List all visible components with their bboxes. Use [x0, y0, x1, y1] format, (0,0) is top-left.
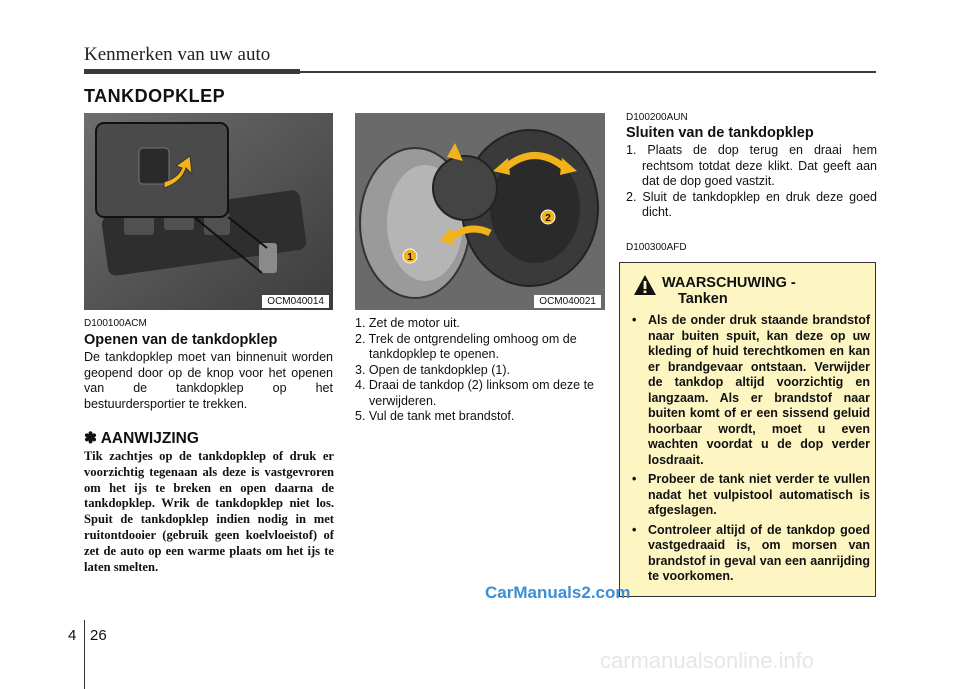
warning-item: • Controleer altijd of de tankdop goed vastgedraaid is, om morsen van brandstof in geval van een aanrijding te voorkomen. [628, 523, 870, 585]
header-bar [84, 69, 300, 74]
warning-code: D100300AFD [626, 242, 687, 253]
section-title: TANKDOPKLEP [84, 86, 226, 106]
header-rule [300, 71, 876, 73]
footer-rule [84, 620, 85, 689]
warning-triangle-icon [633, 274, 657, 296]
callout-2: 2 [545, 213, 551, 224]
note-text: Tik zachtjes op de tankdopklep of druk er voorzichtig tegenaan als deze is vastgevroren om het ijs te breken en open daarna de tankdopklep. Wrik de tankdopklep niet los. Spuit de tankdopklep indien nodig in met ruitontdooier (gebruik geen koelvloeistof) of zet de auto op een warme plaats om het ijs te laten smelten. [84, 449, 334, 574]
close-code: D100200AUN [626, 112, 688, 123]
warning-list [628, 313, 870, 589]
watermark-link[interactable]: CarManuals2.com [485, 583, 631, 602]
close-steps [626, 143, 877, 221]
close-step-item: 2. Sluit de tankdopklep en druk deze goed dicht. [626, 189, 877, 219]
open-steps [355, 316, 605, 425]
warning-item: • Als de onder druk staande brandstof naar buiten spuit, kan deze op uw kleding of huid terechtkomen en kan er brandgevaar ontstaan. Verwijder de tankdop altijd voorzichtig en langzaam. Als er brandstof naar buiten komt of er een sissend geluid hoorbaar wordt, moet u even wachten voordat u de dop verder losdraait. [628, 313, 870, 468]
page-chapter: 4 [68, 627, 77, 644]
figure2-caption: OCM040021 [534, 295, 601, 308]
header-title: Kenmerken van uw auto [84, 44, 271, 65]
step-item: 3. Open de tankdopklep (1). [355, 362, 510, 377]
open-code: D100100ACM [84, 318, 147, 329]
step-item: 2. Trek de ontgrendeling omhoog om de tankdopklep te openen. [355, 331, 577, 361]
site-footer-link[interactable]: carmanualsonline.info [600, 648, 815, 673]
open-text: De tankdopklep moet van binnenuit worden geopend door op de knop voor het openen van de tankdopklep op het bestuurdersportier te trekken. [84, 350, 333, 411]
close-heading: Sluiten van de tankdopklep [626, 125, 814, 141]
callout-1: 1 [407, 252, 413, 263]
open-heading: Openen van de tankdopklep [84, 332, 278, 348]
page-number: 26 [90, 627, 107, 644]
step-item: 4. Draai de tankdop (2) linksom om deze te verwijderen. [355, 378, 595, 408]
note-title: ✽ AANWIJZING [84, 430, 199, 447]
figure1-caption: OCM040014 [262, 295, 329, 308]
fuel-door-illustration [355, 113, 605, 310]
close-step-item: 1. Plaats de dop terug en draai hem rechtsom totdat deze klikt. Dat geeft aan dat de dop goed vastzit. [626, 143, 877, 188]
step-item: 5. Vul de tank met brandstof. [355, 409, 515, 423]
figure-door-switch [84, 113, 333, 310]
warning-title-line2: Tanken [678, 291, 728, 307]
warning-title [662, 275, 796, 307]
warning-item: • Probeer de tank niet verder te vullen nadat het vulpistool automatisch is afgeslagen. [628, 472, 870, 519]
step-item: 1. Zet de motor uit. [355, 316, 460, 330]
figure-fuel-door [355, 113, 605, 310]
warning-title-line1: WAARSCHUWING - [662, 275, 796, 291]
door-switch-illustration [84, 113, 333, 310]
